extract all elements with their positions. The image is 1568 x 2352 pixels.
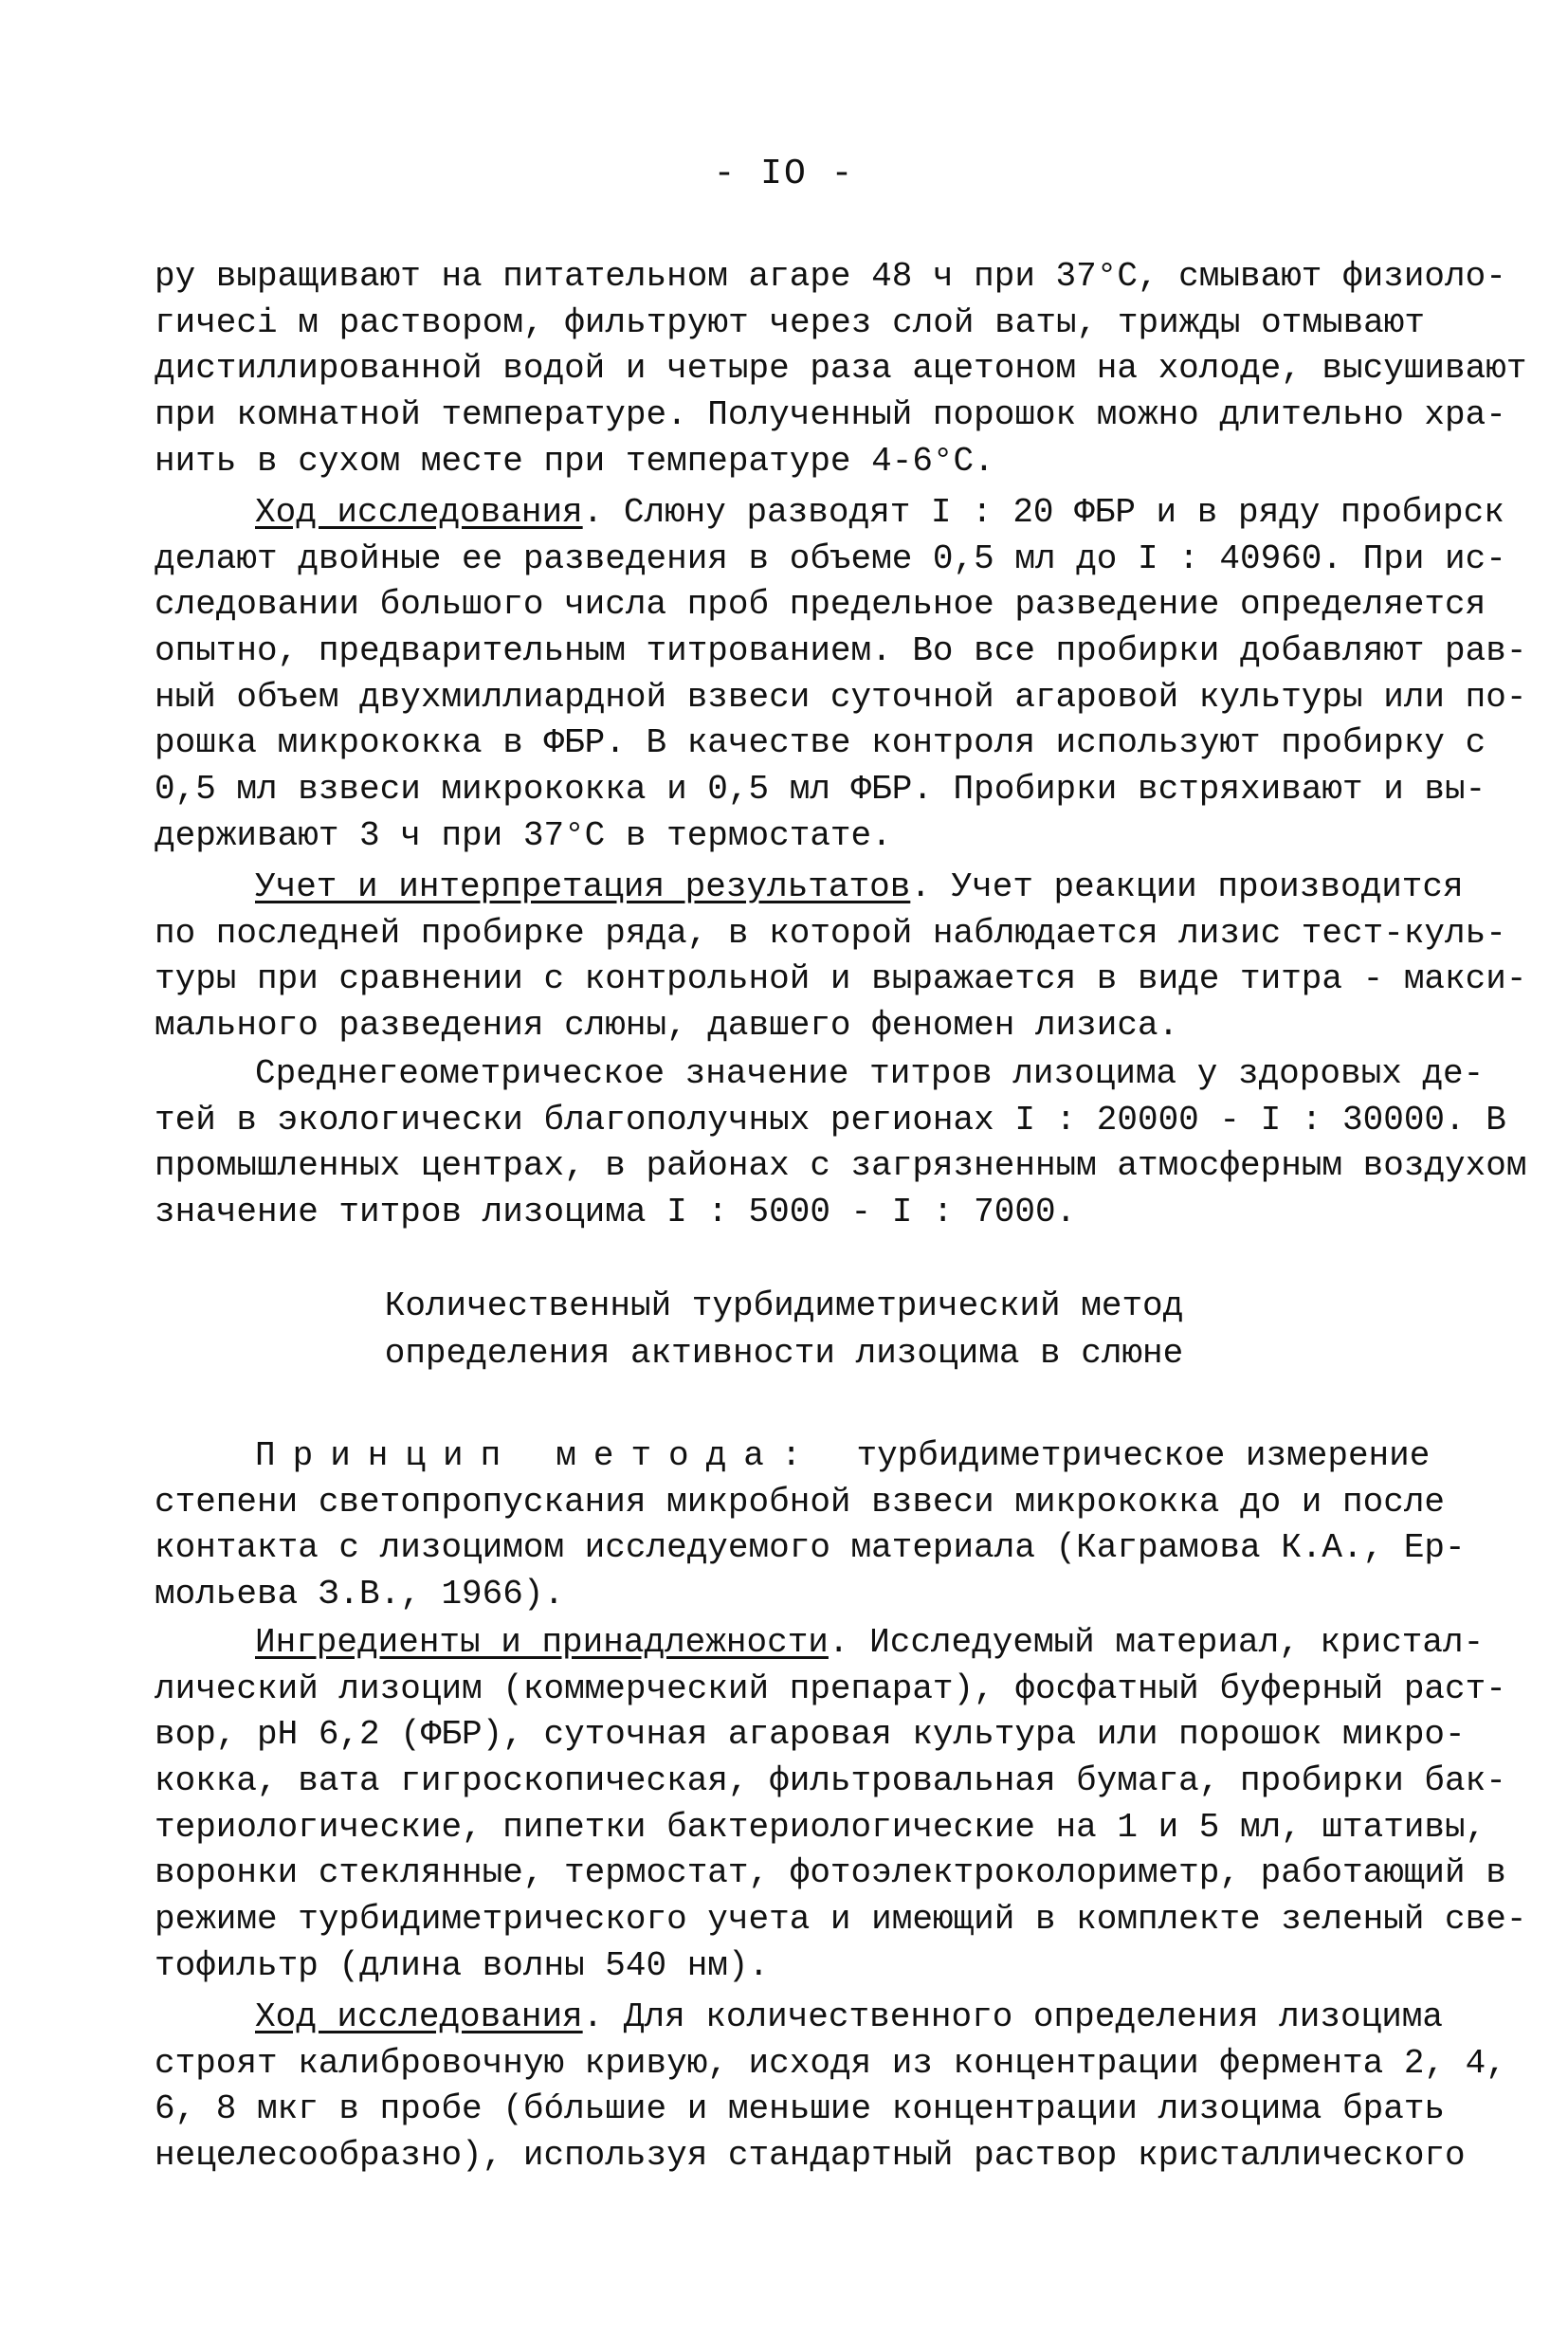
text-line: держивают 3 ч при 37°С в термостате. <box>155 815 892 855</box>
paragraph-interpretation <box>155 865 1527 1049</box>
text-line: следовании большого числа проб предельное разведение определяется <box>155 585 1486 625</box>
text-line: контакта с лизоцимом исследуемого материала (Каграмова К.А., Ер- <box>155 1528 1466 1568</box>
text-line: лический лизоцим (коммерческий препарат), фосфатный буферный раст- <box>155 1668 1506 1708</box>
text-line: Среднегеометрическое значение титров лизоцима у здоровых де- <box>255 1054 1485 1093</box>
text-line: тофильтр (длина волны 540 нм). <box>155 1945 770 1985</box>
paragraph-ingredients <box>155 1620 1527 1990</box>
text-line: рошка микрококка в ФБР. В качестве контроля используют пробирку с <box>155 723 1486 763</box>
text-line: туры при сравнении с контрольной и выражается в виде титра - макси- <box>155 959 1527 999</box>
text-line: опытно, предварительным титрованием. Во все пробирки добавляют рав- <box>155 631 1527 671</box>
section-heading-procedure: Ход исследования <box>255 493 583 532</box>
text-line: 0,5 мл взвеси микрококка и 0,5 мл ФБР. Пробирки встряхивают и вы- <box>155 770 1486 810</box>
text-line: делают двойные ее разведения в объеме 0,5 мл до I : 40960. При ис- <box>155 538 1506 578</box>
section-heading-ingredients: Ингредиенты и принадлежности <box>255 1623 829 1662</box>
paragraph-cultivation <box>155 254 1527 484</box>
paragraph-norms <box>155 1051 1527 1236</box>
paragraph-procedure-1 <box>155 490 1527 860</box>
text-line: Принцип метода: турбидиметрическое измерение <box>255 1436 1431 1475</box>
text-line: нить в сухом месте при температуре 4-6°С. <box>155 441 994 481</box>
text-line: по последней пробирке ряда, в которой наблюдается лизис тест-куль- <box>155 913 1506 953</box>
text-line: дистиллированной водой и четыре раза ацетоном на холоде, высушивают <box>155 349 1527 389</box>
section-title-line: определения активности лизоцима в слюне <box>384 1334 1184 1373</box>
text-line: териологические, пипетки бактериологические на 1 и 5 мл, штативы, <box>155 1807 1486 1847</box>
paragraph-principle <box>155 1433 1466 1618</box>
section-title <box>0 1283 1568 1377</box>
text-line: режиме турбидиметрического учета и имеющий в комплекте зеленый све- <box>155 1900 1527 1940</box>
text-line: воронки стеклянные, термостат, фотоэлектроколориметр, работающий в <box>155 1853 1506 1893</box>
principle-label: Принцип <box>255 1436 519 1475</box>
text-line: вор, рН 6,2 (ФБР), суточная агаровая культура или порошок микро- <box>155 1715 1466 1755</box>
text-line: степени светопропускания микробной взвеси микрококка до и после <box>155 1482 1446 1522</box>
text-line: ру выращивают на питательном агаре 48 ч при 37°С, смывают физиоло- <box>155 257 1506 296</box>
text-line: значение титров лизоцима I : 5000 - I : 7000. <box>155 1193 1077 1232</box>
text-line: мольева З.В., 1966). <box>155 1575 565 1614</box>
method-label: метода: <box>556 1436 819 1475</box>
text-line: Ингредиенты и принадлежности. Исследуемый материал, кристал- <box>255 1623 1485 1662</box>
section-heading-procedure-2: Ход исследования <box>255 1997 583 2036</box>
text-line: Ход исследования. Для количественного определения лизоцима <box>255 1997 1444 2036</box>
section-heading-interpretation: Учет и интерпретация результатов <box>255 867 911 906</box>
text-line: ный объем двухмиллиардной взвеси суточной агаровой культуры или по- <box>155 677 1527 717</box>
text-line: Учет и интерпретация результатов. Учет реакции производится <box>255 867 1464 906</box>
text-line: нецелесообразно), используя стандартный раствор кристаллического <box>155 2136 1466 2176</box>
text-line: строят калибровочную кривую, исходя из концентрации фермента 2, 4, <box>155 2043 1506 2083</box>
text-line: промышленных центрах, в районах с загрязненным атмосферным воздухом <box>155 1146 1527 1186</box>
paragraph-procedure-2 <box>155 1995 1506 2179</box>
text-line: кокка, вата гигроскопическая, фильтровальная бумага, пробирки бак- <box>155 1761 1506 1801</box>
page-number: - IO - <box>713 154 855 194</box>
text-line: Ход исследования. Слюну разводят I : 20 ФБР и в ряду пробирск <box>255 493 1504 532</box>
text-line: 6, 8 мкг в пробе (бóльшие и меньшие концентрации лизоцима брать <box>155 2089 1446 2129</box>
text-line: мального разведения слюны, давшего феномен лизиса. <box>155 1006 1179 1046</box>
text-line: при комнатной температуре. Полученный порошок можно длительно хра- <box>155 395 1506 435</box>
section-title-line: Количественный турбидиметрический метод <box>384 1286 1184 1325</box>
text-line: тей в экологически благополучных регионах I : 20000 - I : 30000. В <box>155 1100 1506 1140</box>
text-line: гичесі м раствором, фильтруют через слой ваты, трижды отмывают <box>155 302 1425 342</box>
